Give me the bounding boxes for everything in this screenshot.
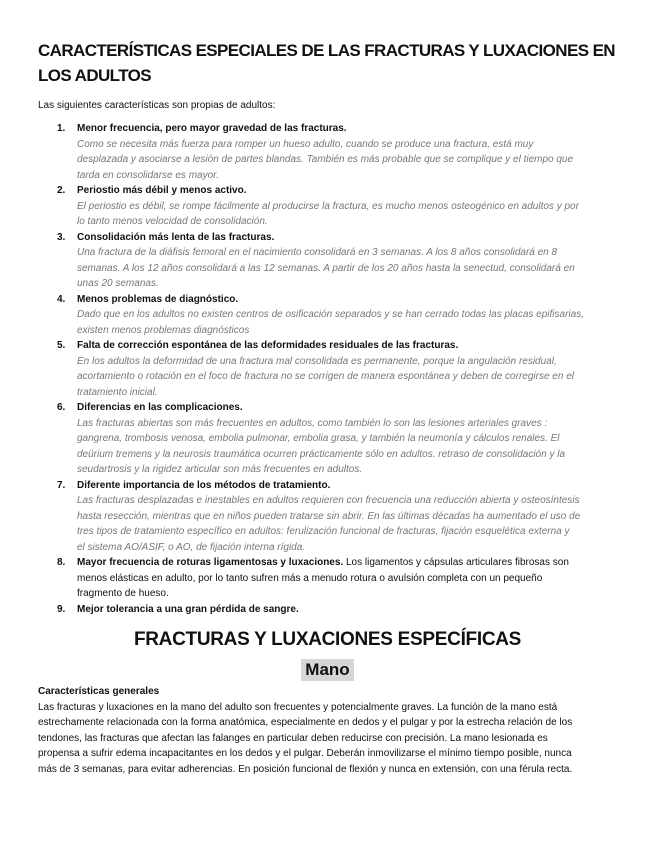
- item-heading-line: [77, 555, 631, 571]
- list-number: 8.: [57, 557, 66, 568]
- section-title: FRACTURAS Y LUXACIONES ESPECÍFICAS: [133, 629, 522, 650]
- item-description-line: semanas. A los 12 años consolidará a las 12 semanas. A partir de los 20 años hasta la senectud, consolidará en: [77, 262, 575, 274]
- item-description-line: En los adultos la deformidad de una fractura mal consolidada es permanente, porque la angulación residual,: [77, 355, 557, 367]
- list-item: [0, 183, 631, 230]
- paragraph-line: más de 3 semanas, para evitar adherencias. En posición funcional de flexión y nunca en extensión, con una férula recta.: [38, 763, 573, 775]
- intro-text: Las siguientes características son propias de adultos:: [38, 100, 276, 111]
- item-description-line: gangrena, trombosis venosa, embolia pulmonar, embolia grasa, y también la neumonía y cálculos renales. El: [77, 433, 560, 444]
- characteristics-list: [0, 121, 631, 617]
- item-heading: Menor frecuencia, pero mayor gravedad de las fracturas.: [77, 123, 347, 134]
- paragraph-line: tendones, las fracturas que afectan las falanges en particular deben reducirse con precisión. La mano lesionada es: [38, 732, 548, 744]
- item-heading: Diferencias en las complicaciones.: [77, 402, 243, 413]
- item-heading: Mejor tolerancia a una gran pérdida de sangre.: [77, 603, 299, 615]
- item-description-line: Una fractura de la diáfisis femoral en el nacimiento consolidará en 3 semanas. A los 8 años consolidará en 8: [77, 247, 558, 258]
- item-body-line: fragmento de hueso.: [77, 588, 169, 599]
- item-description-line: tarda en consolidarse es mayor.: [77, 169, 219, 181]
- list-number: 7.: [57, 479, 66, 491]
- paragraph-line: Las fracturas y luxaciones en la mano del adulto son frecuentes y potencialmente graves. La función de la mano está: [38, 701, 558, 713]
- list-item: [0, 121, 631, 183]
- item-description-line: tratamiento inicial.: [77, 386, 158, 398]
- body-paragraph: [38, 700, 631, 778]
- list-item: [0, 230, 631, 292]
- item-heading: Consolidación más lenta de las fracturas.: [77, 231, 275, 243]
- item-description-line: lo tanto menos velocidad de consolidación.: [77, 216, 268, 227]
- title-line: CARACTERÍSTICAS ESPECIALES DE LAS FRACTURAS Y LUXACIONES EN: [38, 41, 615, 60]
- item-description-line: seudartrosis y la rigidez articular son más frecuentes en adultos.: [77, 464, 363, 475]
- item-description-line: desplazada y asociarse a lesión de partes blandas. También es más probable que se complique y el tiempo que: [77, 154, 574, 165]
- subsection-wrap: [0, 659, 655, 681]
- item-description-line: deürium tremens y la neurosis traumática ocurren prácticamente sólo en adultos. retraso de consolidación y la: [77, 448, 566, 460]
- title-line: LOS ADULTOS: [38, 66, 152, 85]
- item-description-line: Las fracturas desplazadas e inestables en adultos requieren con frecuencia una reducción abierta y osteosíntesis: [77, 495, 580, 506]
- item-description-line: existen menos problemas diagnósticos: [77, 324, 250, 336]
- list-item: [0, 602, 631, 618]
- item-description-line: Como se necesita más fuerza para romper un hueso adulto, cuando se produce una fractura, está muy: [77, 138, 534, 150]
- list-number: 6.: [57, 402, 66, 413]
- list-number: 5.: [57, 340, 66, 351]
- item-description-line: El periostio es débil, se rompe fácilmente al producirse la fractura, es mucho menos osteogénico en adultos y por: [77, 200, 579, 212]
- paragraph-line: estrechamente relacionada con la forma anatómica, especialmente en dedos y el pulgar y por la estrecha relación de los: [38, 717, 573, 728]
- subsection-title: Mano: [301, 659, 353, 681]
- item-heading: Mayor frecuencia de roturas ligamentosas y luxaciones.: [77, 557, 344, 568]
- list-number: 1.: [57, 123, 66, 134]
- item-description-line: acortamiento o rotación en el foco de fractura no se corrigen de manera espontánea y deben de corregirse en el: [77, 371, 574, 382]
- item-description-line: Las fracturas abiertas son más frecuentes en adultos, como también lo son las lesiones arteriales graves :: [77, 417, 548, 429]
- item-heading: Periostio más débil y menos activo.: [77, 185, 247, 196]
- list-number: 2.: [57, 185, 66, 196]
- page-title: [38, 38, 631, 88]
- item-heading: Falta de corrección espontánea de las deformidades residuales de las fracturas.: [77, 340, 459, 351]
- item-description-line: el sistema AO/ASIF, o AO, de fijación interna rígida.: [77, 541, 306, 553]
- item-heading: Menos problemas de diagnóstico.: [77, 293, 239, 305]
- item-body-line: menos elásticas en adulto, por lo tanto sufren más a menudo rotura o avulsión completa con un pequeño: [77, 572, 543, 584]
- paragraph-line: propensa a sufrir edema incapacitantes en los dedos y el pulgar. Deberán inmovilizarse el mínimo tiempo posible, nunca: [38, 748, 572, 759]
- list-item: [0, 292, 631, 339]
- item-description-line: unas 20 semanas.: [77, 278, 159, 289]
- list-number: 4.: [57, 293, 66, 305]
- item-description-line: tres tipos de tratamiento específico en adultos: ferulización funcional de fracturas, fijación esquelética externa y: [77, 526, 570, 537]
- item-description-line: hasta resección, mientras que en niños pueden tratarse sin abrir. En las últimas décadas ha aumentado el uso de: [77, 510, 581, 522]
- list-number: 3.: [57, 231, 66, 243]
- item-body: Los ligamentos y cápsulas articulares fibrosas son: [346, 557, 569, 568]
- item-heading: Diferente importancia de los métodos de tratamiento.: [77, 479, 331, 491]
- list-item: [0, 338, 631, 400]
- list-item: [0, 400, 631, 478]
- list-item: [0, 555, 631, 602]
- list-number: 9.: [57, 603, 66, 615]
- item-description-line: Dado que en los adultos no existen centros de osificación separados y se han cerrado todas las placas epifisarias,: [77, 309, 584, 320]
- sub-heading: Características generales: [38, 686, 160, 697]
- list-item: [0, 478, 631, 556]
